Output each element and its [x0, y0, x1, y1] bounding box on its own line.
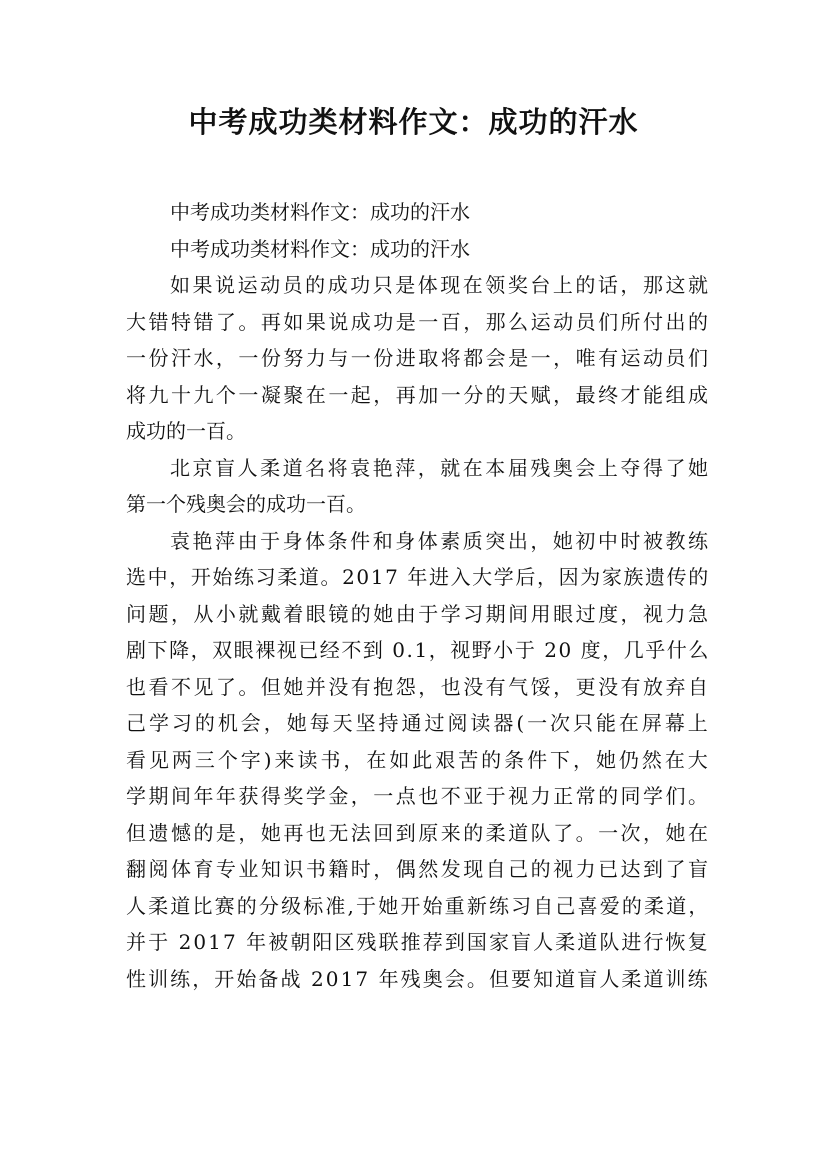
text-line: 己学习的机会，她每天坚持通过阅读器(一次只能在屏幕上 [126, 711, 711, 735]
text-line: 袁艳萍由于身体条件和身体素质突出，她初中时被教练 [170, 528, 711, 553]
document-title: 中考成功类材料作文：成功的汗水 [188, 105, 639, 139]
text-line: 一份汗水，一份努力与一份进取将都会是一，唯有运动员们 [126, 346, 711, 370]
text-line: 也看不见了。但她并没有抱怨，也没有气馁，更没有放弃自 [126, 674, 711, 699]
text-line: 问题，从小就戴着眼镜的她由于学习期间用眼过度，视力急 [126, 601, 711, 626]
text-line: 性训练，开始备战 2017 年残奥会。但要知道盲人柔道训练 [126, 966, 710, 991]
text-line: 成功的一百。 [126, 419, 246, 443]
text-line: 北京盲人柔道名将袁艳萍，就在本届残奥会上夺得了她 [170, 455, 711, 480]
text-line: 剧下降，双眼裸视已经不到 0.1，视野小于 20 度，几乎什么 [126, 638, 710, 662]
text-line: 选中，开始练习柔道。2017 年进入大学后，因为家族遗传的 [126, 565, 710, 589]
text-line: 并于 2017 年被朝阳区残联推荐到国家盲人柔道队进行恢复 [126, 930, 710, 954]
text-line: 人柔道比赛的分级标准,于她开始重新练习自己喜爱的柔道， [126, 893, 711, 918]
text-line: 中考成功类材料作文：成功的汗水 [170, 236, 470, 261]
text-line: 中考成功类材料作文：成功的汗水 [170, 200, 470, 224]
text-line: 将九十九个一凝聚在一起，再加一分的天赋，最终才能组成 [126, 382, 711, 407]
text-line: 但遗憾的是，她再也无法回到原来的柔道队了。一次，她在 [126, 820, 711, 845]
text-line: 大错特错了。再如果说成功是一百，那么运动员们所付出的 [126, 309, 711, 334]
text-line: 看见两三个字)来读书，在如此艰苦的条件下，她仍然在大 [126, 747, 711, 772]
text-line: 学期间年年获得奖学金，一点也不亚于视力正常的同学们。 [126, 784, 711, 808]
document-body [126, 194, 711, 997]
text-line: 第一个残奥会的成功一百。 [126, 492, 366, 516]
text-line: 如果说运动员的成功只是体现在领奖台上的话，那这就 [170, 273, 711, 297]
text-line: 翻阅体育专业知识书籍时，偶然发现自己的视力已达到了盲 [126, 857, 711, 881]
